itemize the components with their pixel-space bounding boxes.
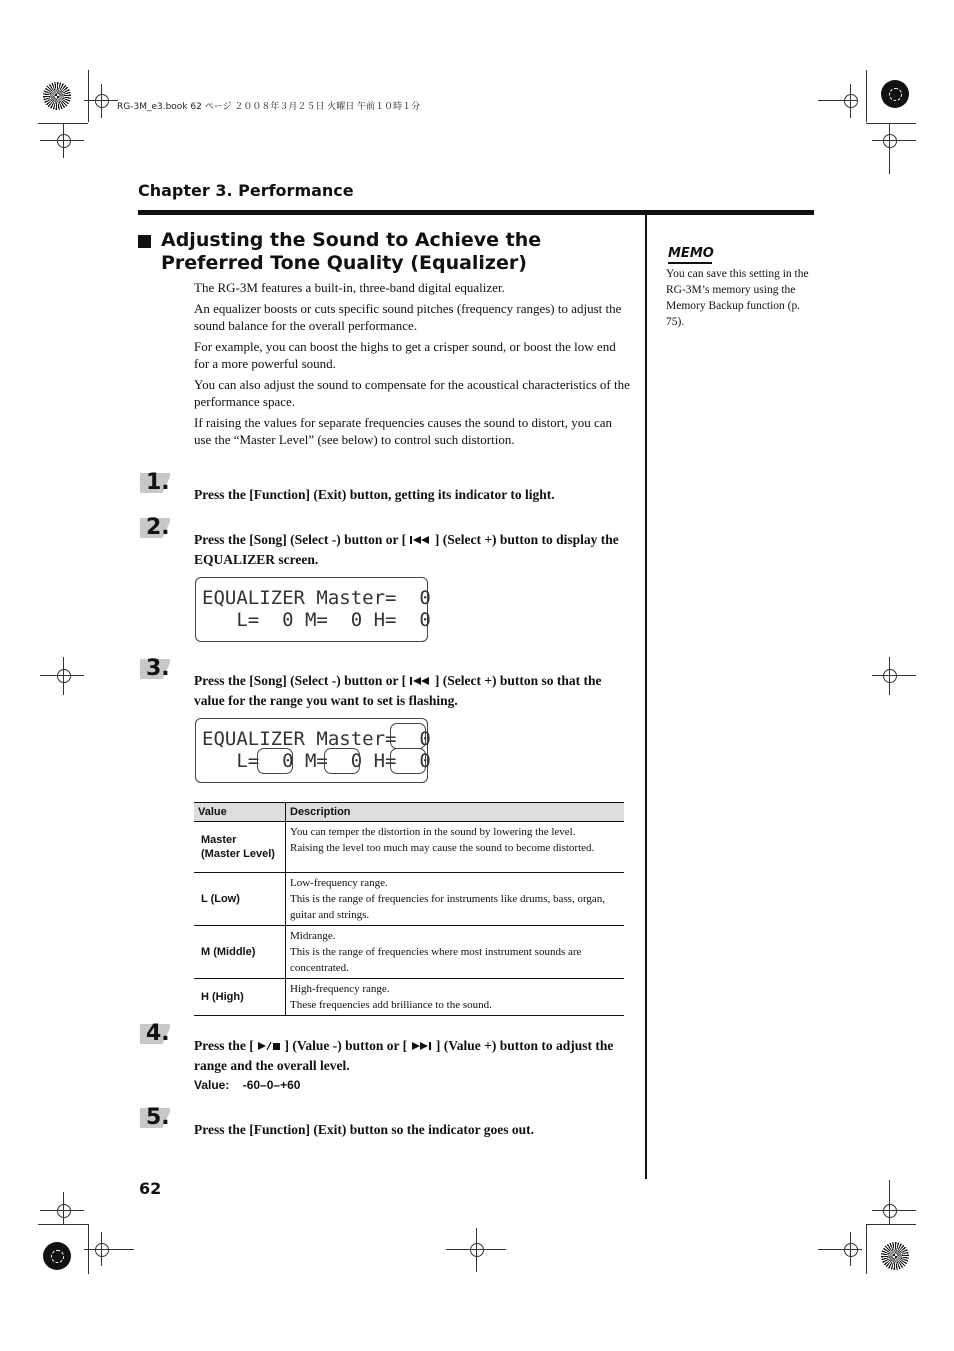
memo-text: You can save this setting in the RG-3M’s memory using the Memory Backup function (p. 75).: [666, 268, 809, 328]
crosshair-mark-icon: [844, 94, 858, 108]
step-number: 2.: [140, 518, 172, 540]
chapter-title: Chapter 3. Performance: [138, 181, 354, 200]
memo-underline: [668, 262, 712, 264]
crosshair-mark-icon: [470, 1243, 484, 1257]
file-info: RG-3M_e3.book 62 ページ ２００８年３月２５日 火曜日 午前１０時１分: [117, 102, 421, 112]
intro-paragraph: An equalizer boosts or cuts specific sound pitches (frequency ranges) to adjust the sound balance for the overall performance.: [194, 301, 622, 333]
lcd-display-highlighted: [195, 718, 431, 783]
intro-paragraph: You can also adjust the sound to compensate for the acoustical characteristics of the performance space.: [194, 377, 630, 409]
crosshair-mark-icon: [57, 669, 71, 683]
lcd-line: L= 0 M= 0 H= 0: [202, 750, 431, 772]
table-header: Description: [286, 803, 625, 822]
crosshair-mark-icon: [883, 1204, 897, 1218]
crosshair-mark-icon: [57, 134, 71, 148]
step-text: Press the [Song] (Select -) button or [ ] (Select +) button to display the EQUALIZER screen.: [194, 532, 619, 568]
column-divider: [645, 215, 647, 1179]
crosshair-mark-icon: [95, 94, 109, 108]
skip-back-icon: [409, 672, 431, 691]
registration-mark-icon: [43, 82, 71, 110]
equalizer-table: [194, 802, 624, 1016]
highlight-ring: [390, 748, 426, 774]
square-bullet-icon: [138, 235, 151, 248]
page-number: 62: [139, 1179, 162, 1198]
fast-forward-icon: [411, 1037, 433, 1056]
lcd-display: [195, 577, 431, 642]
crosshair-mark-icon: [883, 134, 897, 148]
intro-paragraph: The RG-3M features a built-in, three-band digital equalizer.: [194, 280, 505, 295]
highlight-ring: [324, 748, 360, 774]
play-stop-icon: [257, 1037, 281, 1056]
step-text: Press the [Function] (Exit) button, getting its indicator to light.: [194, 487, 555, 502]
header-rule: [138, 210, 814, 215]
table-row: L (Low) Low-frequency range. This is the range of frequencies for instruments like drums, bass, organ, guitar and strings.: [194, 873, 624, 926]
step-number: 5.: [140, 1108, 172, 1130]
step-text: Press the [Song] (Select -) button or [ ] (Select +) button so that the value for the range you want to set is flashing.: [194, 673, 602, 709]
skip-back-icon: [409, 531, 431, 550]
lcd-line: L= 0 M= 0 H= 0: [202, 609, 431, 631]
step-text: Press the [ ] (Value -) button or [ ] (Value +) button to adjust the range and the overall level.: [194, 1038, 614, 1074]
crosshair-mark-icon: [883, 669, 897, 683]
table-row: Master (Master Level) You can temper the distortion in the sound by lowering the level. Raising the level too much may cause the sound to become distorted.: [194, 822, 624, 873]
highlight-ring: [257, 748, 293, 774]
value-range: Value: -60–0–+60: [194, 1078, 301, 1092]
crosshair-mark-icon: [844, 1243, 858, 1257]
lcd-line: EQUALIZER Master= 0: [202, 728, 431, 750]
registration-mark-icon: [881, 1242, 909, 1270]
intro-paragraph: For example, you can boost the highs to get a crisper sound, or boost the low end for a more powerful sound.: [194, 339, 616, 371]
step-number: 1.: [140, 473, 172, 495]
table-row: H (High) High-frequency range. These frequencies add brilliance to the sound.: [194, 979, 624, 1016]
table-header: Value: [194, 803, 286, 822]
highlight-ring: [390, 723, 426, 749]
crosshair-mark-icon: [57, 1204, 71, 1218]
crosshair-mark-icon: [95, 1243, 109, 1257]
section-title: Adjusting the Sound to Achieve the Preferred Tone Quality (Equalizer): [138, 229, 628, 275]
step-number: 3.: [140, 659, 172, 681]
intro-paragraph: If raising the values for separate frequencies causes the sound to distort, you can use the “Master Level” (see below) to control such distortion.: [194, 415, 613, 447]
memo-icon: MEMO: [668, 246, 714, 261]
step-text: Press the [Function] (Exit) button so the indicator goes out.: [194, 1122, 534, 1137]
lcd-line: EQUALIZER Master= 0: [202, 587, 431, 609]
step-number: 4.: [140, 1024, 172, 1046]
table-row: M (Middle) Midrange. This is the range of frequencies where most instrument sounds are concentrated.: [194, 926, 624, 979]
